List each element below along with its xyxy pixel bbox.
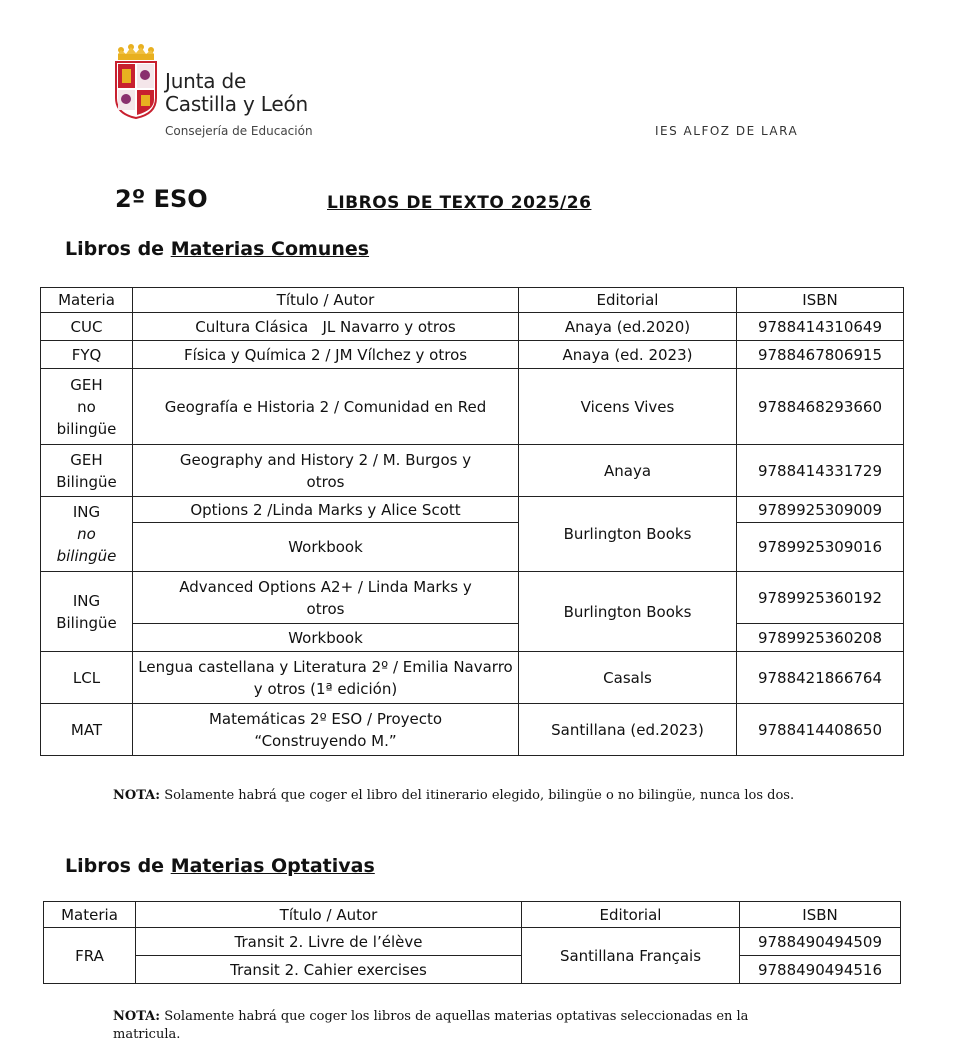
optional-section-heading (65, 855, 375, 877)
heading-prefix: Libros de (65, 238, 165, 260)
subject-cell: CUC (41, 313, 133, 341)
subject-line: Bilingüe (56, 472, 117, 491)
column-header: Título / Autor (133, 288, 519, 313)
title-cell: Advanced Options A2+ / Linda Marks y otros (133, 572, 519, 624)
publisher-cell: Burlington Books (519, 572, 737, 652)
subject-cell (41, 445, 133, 497)
table-row (41, 445, 904, 497)
subject-cell (41, 369, 133, 445)
subject-line: Bilingüe (56, 613, 117, 632)
title-cell: Workbook (133, 624, 519, 652)
common-books-table (40, 287, 904, 756)
title-cell: Options 2 /Linda Marks y Alice Scott (133, 497, 519, 523)
subject-cell (41, 497, 133, 572)
isbn-cell: 9788490494516 (740, 956, 901, 984)
subject-cell: FYQ (41, 341, 133, 369)
note-text: Solamente habrá que coger el libro del itinerario elegido, bilingüe o no bilingüe, nunca los dos. (164, 788, 795, 803)
title-cell: Lengua castellana y Literatura 2º / Emilia Navarro y otros (1ª edición) (133, 652, 519, 704)
column-header: Título / Autor (136, 902, 522, 928)
publisher-cell: Anaya (519, 445, 737, 497)
title-cell: Transit 2. Cahier exercises (136, 956, 522, 984)
title-cell: Cultura Clásica JL Navarro y otros (133, 313, 519, 341)
table-row (41, 341, 904, 369)
table-header-row (44, 902, 901, 928)
table-row (41, 572, 904, 624)
department-name: Consejería de Educación (165, 124, 313, 138)
publisher-cell: Anaya (ed.2020) (519, 313, 737, 341)
subject-line: GEH (70, 375, 103, 394)
subject-cell: MAT (41, 704, 133, 756)
isbn-cell: 9788467806915 (737, 341, 904, 369)
table-row (41, 523, 904, 572)
heading-underlined: Materias Optativas (170, 855, 375, 877)
table-row (41, 652, 904, 704)
title-cell: Transit 2. Livre de l’élève (136, 928, 522, 956)
document-title: LIBROS DE TEXTO 2025/26 (327, 193, 592, 213)
institution-logo (112, 40, 352, 145)
table-row (44, 956, 901, 984)
table-row (41, 369, 904, 445)
common-section-heading (65, 238, 369, 260)
subject-cell (41, 572, 133, 652)
isbn-cell: 9788490494509 (740, 928, 901, 956)
table-header-row (41, 288, 904, 313)
title-cell: Workbook (133, 523, 519, 572)
subject-line: no (77, 397, 96, 416)
isbn-cell: 9788414331729 (737, 445, 904, 497)
isbn-cell: 9788421866764 (737, 652, 904, 704)
table-row (41, 313, 904, 341)
table-row (41, 704, 904, 756)
note-label: NOTA: (113, 1009, 161, 1024)
note-text: Solamente habrá que coger los libros de aquellas materias optativas seleccionadas en la matricula. (113, 1009, 749, 1042)
isbn-cell: 9789925360208 (737, 624, 904, 652)
title-cell: Geografía e Historia 2 / Comunidad en Red (133, 369, 519, 445)
isbn-cell: 9788414310649 (737, 313, 904, 341)
subject-line: bilingüe (56, 419, 117, 438)
subject-line: bilingüe (56, 547, 117, 565)
heading-underlined: Materias Comunes (170, 238, 370, 260)
publisher-cell: Anaya (ed. 2023) (519, 341, 737, 369)
publisher-cell: Santillana (ed.2023) (519, 704, 737, 756)
column-header: ISBN (737, 288, 904, 313)
isbn-cell: 9788468293660 (737, 369, 904, 445)
table-row (41, 624, 904, 652)
title-cell: Física y Química 2 / JM Vílchez y otros (133, 341, 519, 369)
common-note (113, 788, 873, 803)
subject-cell: FRA (44, 928, 136, 984)
optional-note (113, 1008, 793, 1044)
column-header: Materia (44, 902, 136, 928)
title-cell: Geography and History 2 / M. Burgos y otros (133, 445, 519, 497)
column-header: Editorial (519, 288, 737, 313)
column-header: Editorial (522, 902, 740, 928)
org-name-line1: Junta de (165, 69, 247, 93)
subject-cell: LCL (41, 652, 133, 704)
course-title: 2º ESO (115, 185, 208, 213)
isbn-cell: 9788414408650 (737, 704, 904, 756)
title-cell: Matemáticas 2º ESO / Proyecto “Construyendo M.” (133, 704, 519, 756)
isbn-cell: 9789925360192 (737, 572, 904, 624)
publisher-cell: Burlington Books (519, 497, 737, 572)
publisher-cell: Vicens Vives (519, 369, 737, 445)
subject-line: GEH (70, 450, 103, 469)
isbn-cell: 9789925309009 (737, 497, 904, 523)
optional-books-table (43, 901, 901, 984)
column-header: ISBN (740, 902, 901, 928)
table-row (41, 497, 904, 523)
heading-prefix: Libros de (65, 855, 165, 877)
publisher-cell: Casals (519, 652, 737, 704)
publisher-cell: Santillana Français (522, 928, 740, 984)
coat-of-arms-icon (112, 40, 160, 120)
subject-line: ING (72, 503, 101, 521)
isbn-cell: 9789925309016 (737, 523, 904, 572)
subject-line: ING (72, 591, 101, 610)
table-row (44, 928, 901, 956)
school-name: IES ALFOZ DE LARA (655, 124, 799, 138)
subject-line: no (77, 525, 96, 543)
org-name-line2: Castilla y León (165, 92, 308, 116)
note-label: NOTA: (113, 788, 161, 803)
column-header: Materia (41, 288, 133, 313)
